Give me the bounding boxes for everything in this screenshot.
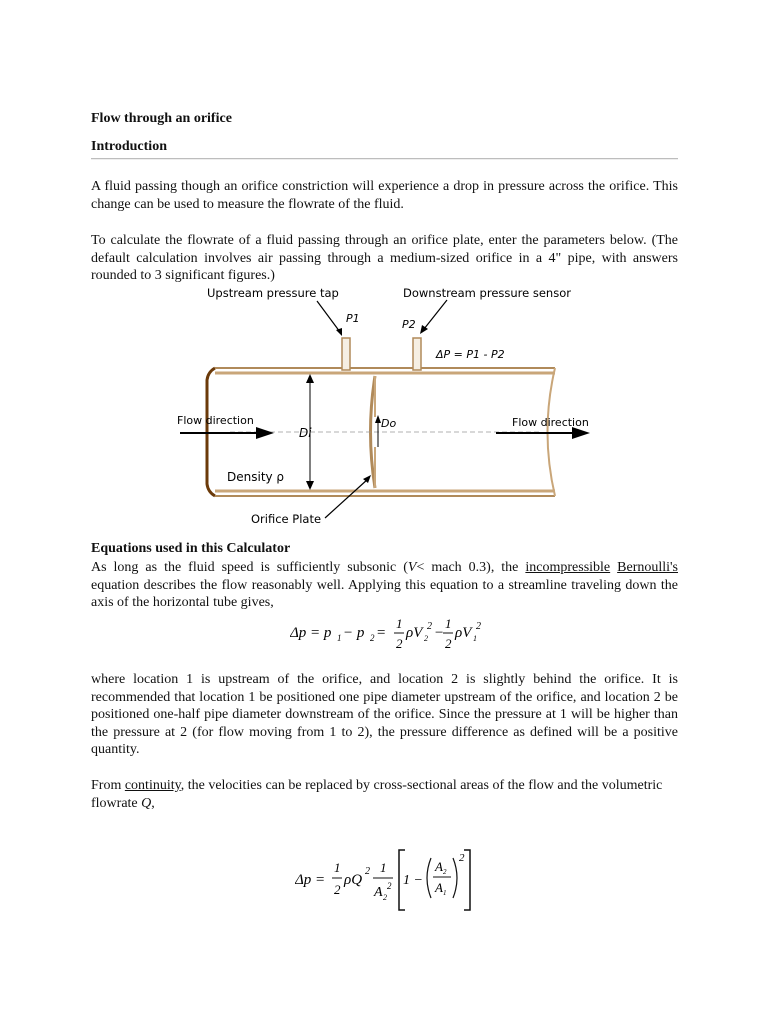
text-span: , the velocities can be replaced by cross-sectional areas of the flow and the volumetric flowrate [91,778,663,811]
eq1-v1-sub: 1 [473,634,477,643]
p2-label: P2 [402,318,416,331]
eq2-num-a: A [435,859,443,874]
eq1-sub2: 2 [370,633,375,643]
eq2-right-bracket [464,850,470,910]
downstream-tap [413,338,421,370]
eq2-a2: A [374,885,383,900]
eq2-q-sq: 2 [365,866,370,877]
eq2-outer-sq: 2 [459,852,465,864]
eq1-minus: − [434,625,445,641]
eq1-half-num-a: 1 [396,616,403,631]
downstream-label: Downstream pressure sensor [403,286,571,300]
density-label: Density ρ [227,470,285,484]
eq1-rho-v1: ρV [455,625,472,641]
document-title: Flow through an orifice [91,111,232,126]
eq2-bracket-one: 1 − [403,873,423,888]
upstream-tap [342,338,350,370]
eq1-sub1: 1 [337,633,342,643]
eq1-lhs: Δp = p [290,625,332,641]
eq2-a2-sub: 2 [383,893,387,902]
eq1-half-num-b: 1 [445,616,452,631]
text-span: As long as the fluid speed is sufficiently subsonic ( [91,560,408,575]
eq2-half-den: 2 [334,882,341,897]
intro-paragraph: A fluid passing though an orifice constriction will experience a drop in pressure across the orifice. This change can be used to measure the flowrate of the fluid. [91,179,678,212]
text-span: equation describes the flow reasonably well. Applying this equation to a streamline traveling down the axis of the horizontal tube gives, [91,577,678,610]
p1-label: P1 [346,312,360,325]
di-arrow-bottom [306,481,314,490]
flow-direction-left-label: Flow direction [177,414,254,427]
orifice-plate-label: Orifice Plate [251,512,322,526]
eq1-half-den-b: 2 [445,636,452,651]
eq1-rho-v2: ρV [406,625,423,641]
eq2-one-num: 1 [380,860,387,875]
eq2-half-num: 1 [334,860,341,875]
upstream-pointer [317,301,340,332]
eq1-mid: − p [343,625,365,641]
eq2-num-sub: 2 [443,868,447,876]
di-label: Di [299,426,312,440]
velocity-symbol: V [407,560,417,575]
upstream-pointer-head [336,328,342,336]
eq1-v2-sq: 2 [427,621,432,632]
eq1-half-den-a: 2 [396,636,403,651]
do-label: Do [381,417,397,430]
bernoulli-equation [290,615,490,655]
text-span: From [91,778,125,793]
eq1-equals: = [376,625,387,641]
incompressible-link[interactable]: incompressible [525,560,611,575]
orifice-diagram [170,282,610,532]
introduction-heading: Introduction [91,139,167,154]
orifice-pointer [325,479,368,518]
equations-heading: Equations used in this Calculator [91,541,291,556]
eq2-a2-sq: 2 [387,881,392,891]
section-divider [91,158,678,160]
instructions-paragraph: To calculate the flowrate of a fluid passing through an orifice plate, enter the parameters below. (The default calculation involves air passing through a medium-sized orifice in a 4" pipe, with answers rounded to 3 significant figures.) [91,233,678,283]
eq2-den-a: A [435,880,443,895]
di-arrow-top [306,374,314,383]
flowrate-symbol: Q [141,795,152,811]
eq2-lhs: Δp = [295,872,326,888]
eq1-v1-sq: 2 [476,621,481,632]
location-paragraph: where location 1 is upstream of the orifice, and location 2 is slightly behind the orifice. It is recommended that location 1 be positioned one pipe diameter upstream of the orifice, and location 2 be positioned one-half pipe diameter downstream of the orifice. Since the pressure at 1 will be higher than the pressure at 2 (for flow moving from 1 to 2), the pressure difference as defined will be a positive quantity. [91,672,678,757]
bernoulli-paragraph [91,559,678,612]
text-span: < mach 0.3), the [416,560,526,575]
eq2-left-paren [427,858,431,898]
continuity-link[interactable]: continuity [124,778,181,793]
upstream-label: Upstream pressure tap [207,286,339,300]
eq2-right-paren [453,858,457,898]
delta-p-label: ΔP = P1 - P2 [436,348,505,361]
eq2-rhoq: ρQ [344,872,363,888]
flow-arrowhead-left [256,427,274,439]
text-span: , [151,795,155,811]
flow-direction-right-label: Flow direction [512,416,589,429]
continuity-equation [295,842,485,916]
bernoulli-link[interactable]: Bernoulli's [617,560,678,575]
eq2-den-sub: 1 [443,889,447,897]
downstream-pointer [424,300,447,329]
continuity-paragraph [91,777,678,812]
eq1-v2-sub: 2 [424,634,428,643]
